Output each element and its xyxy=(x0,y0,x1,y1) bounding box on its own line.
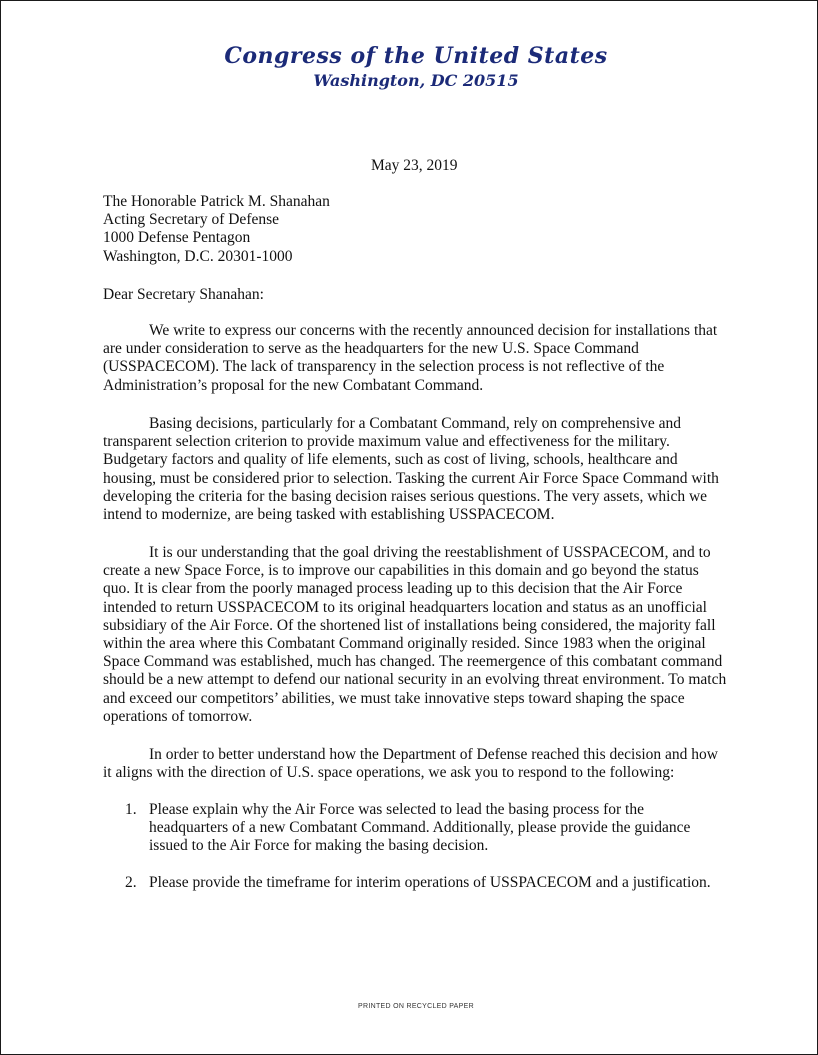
letterhead xyxy=(1,43,818,90)
list-item-number: 1. xyxy=(125,801,137,818)
body-paragraph: It is our understanding that the goal driving the reestablishment of USSPACECOM, and to create a new Space Force, is to improve our capabilities in this domain and go beyond the status quo. It is clear from the poorly managed process leading up to this decision that the Air Force intended to return USSPACECOM to its original headquarters location and status as an unofficial subsidiary of the Air Force. Of the shortened list of installations being considered, the majority fall within the area where this Combatant Command originally resided. Since 1983 when the original Space Command was established, much has changed. The reemergence of this combatant command should be a new attempt to defend our national security in an evolving threat environment. To match and exceed our competitors’ abilities, we must take innovative steps toward shaping the space operations of tomorrow. xyxy=(103,544,727,725)
body-paragraph: Basing decisions, particularly for a Combatant Command, rely on comprehensive and transparent selection criterion to provide maximum value and effectiveness for the military. Budgetary factors and quality of life elements, such as cost of living, schools, healthcare and housing, must be considered prior to selection. Tasking the current Air Force Space Command with developing the criteria for the basing decision raises serious questions. The very assets, which we intend to modernize, are being tasked with establishing USSPACECOM. xyxy=(103,415,719,524)
list-item-text: Please provide the timeframe for interim operations of USSPACECOM and a justification. xyxy=(149,873,711,891)
recipient-line: Washington, D.C. 20301-1000 xyxy=(103,247,293,265)
list-item-number: 2. xyxy=(125,873,137,891)
letter-date: May 23, 2019 xyxy=(371,157,458,174)
list-item xyxy=(103,801,727,856)
body-paragraph: In order to better understand how the Department of Defense reached this decision and how it aligns with the direction of U.S. space operations, we ask you to respond to the following: xyxy=(103,746,718,782)
request-list xyxy=(103,801,727,892)
recipient-line: Acting Secretary of Defense xyxy=(103,211,280,229)
list-item xyxy=(103,874,727,892)
salutation: Dear Secretary Shanahan: xyxy=(103,286,264,303)
list-item-text: Please explain why the Air Force was selected to lead the basing process for the headquarters of a new Combatant Command. Additionally, please provide the guidance issued to the Air Force for making the basing decision. xyxy=(149,801,691,855)
letterhead-subtitle: Washington, DC 20515 xyxy=(313,71,519,90)
footer-note: PRINTED ON RECYCLED PAPER xyxy=(358,1003,474,1010)
recipient-line: 1000 Defense Pentagon xyxy=(103,229,251,247)
body-paragraph: We write to express our concerns with the recently announced decision for installations that are under consideration to serve as the headquarters for the new U.S. Space Command (USSPACECOM). The lack of transparency in the selection process is not reflective of the Administration’s proposal for the new Combatant Command. xyxy=(103,322,718,394)
letterhead-title: Congress of the United States xyxy=(224,43,608,69)
recipient-address xyxy=(103,193,330,266)
recipient-line: The Honorable Patrick M. Shanahan xyxy=(103,193,330,210)
